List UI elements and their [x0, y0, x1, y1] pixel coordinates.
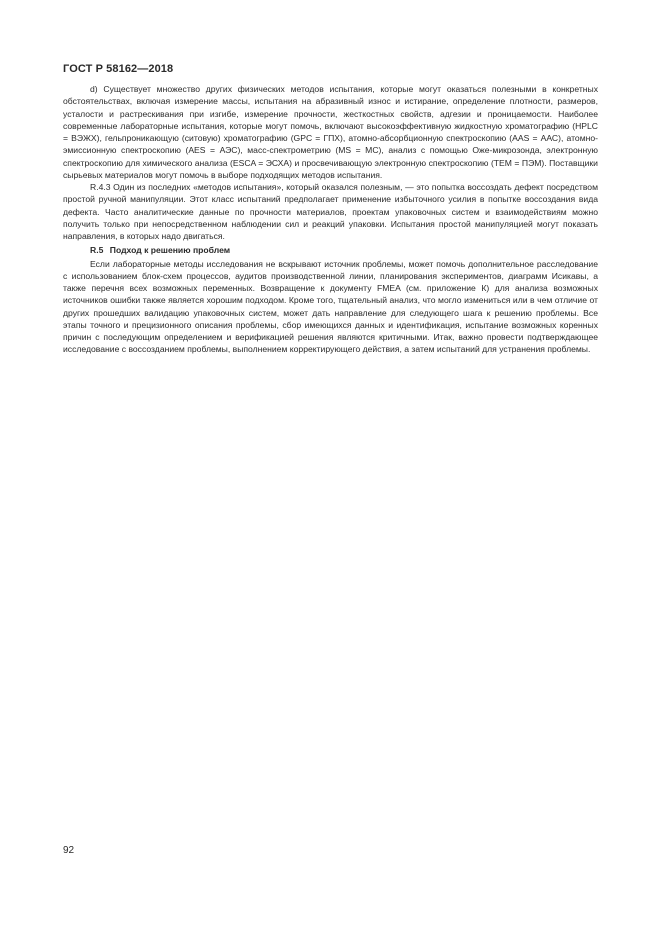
section-title: Подход к решению проблем	[109, 245, 231, 256]
page-number: 92	[63, 845, 75, 856]
section-heading	[63, 244, 598, 256]
paragraph-item-d: d) Существует множество других физических методов испытания, которые могут оказаться полезными в конкретных обстоятельствах, включая измерение массы, испытания на абразивный износ и истирание, определение плотности, размеров, усталости и растрескивания при изгибе, измерение прочности, жесткостных свойств, адгезии и проницаемости. Наиболее современные лабораторные испытания, которые могут помочь, включают высокоэффективную жидкостную хроматографию (HPLC = ВЭЖХ), гельпроникающую (ситовую) хроматографию (GPC = ГПХ), атомно-абсорбционную спектроскопию (AAS = ААС), атомно-эмиссионную спектроскопию (AES = АЭС), масс-спектрометрию (MS = МС), анализ с помощью Оже-микрозонда, электронную спектроскопию для химического анализа (ESCA = ЭСХА) и просвечивающую электронную спектроскопию (TEM = ПЭМ). Поставщики сырьевых материалов могут помочь в выборе подходящих методов испытания.	[63, 84, 598, 180]
paragraph-r-5-body: Если лабораторные методы исследования не вскрывают источник проблемы, может помочь дополнительное расследование с использованием блок-схем процессов, аудитов производственной линии, планирования экспериментов, диаграмм Исикавы, а также перечня всех возможных переменных. Возвращение к документу FMEA (см. приложение К) для анализа возможных источников ошибки также является хорошим подходом. Кроме того, тщательный анализ, что могло измениться или в чем отличие от других прошедших валидацию упаковочных систем, может дать направление для следующего шага к решению проблемы. Все этапы точного и прецизионного описания проблемы, сбор имеющихся данных и идентификация, испытание возможных коренных причин с последующим определением и верификацией решения являются критичными. Итак, важно провести подтверждающее исследование с воссозданием проблемы, выполнением корректирующего действия, а затем испытаний для устранения проблемы.	[63, 258, 598, 355]
paragraph-r-4-3: R.4.3 Один из последних «методов испытания», который оказался полезным, — это попытка воссоздать дефект посредством простой ручной манипуляции. Этот класс испытаний предполагает применение избыточного усилия в попытке воссоздания вида дефекта. Часто аналитические данные по прочности материалов, проектам упаковочных систем и взаимодействиям можно получить только при непосредственном наблюдении сил и реакций упаковки. Испытания простой манипуляцией могут показать направления, в которых надо двигаться.	[63, 182, 598, 241]
page-content	[63, 83, 598, 356]
document-header: ГОСТ Р 58162—2018	[63, 63, 174, 75]
section-number: R.5	[90, 245, 104, 256]
